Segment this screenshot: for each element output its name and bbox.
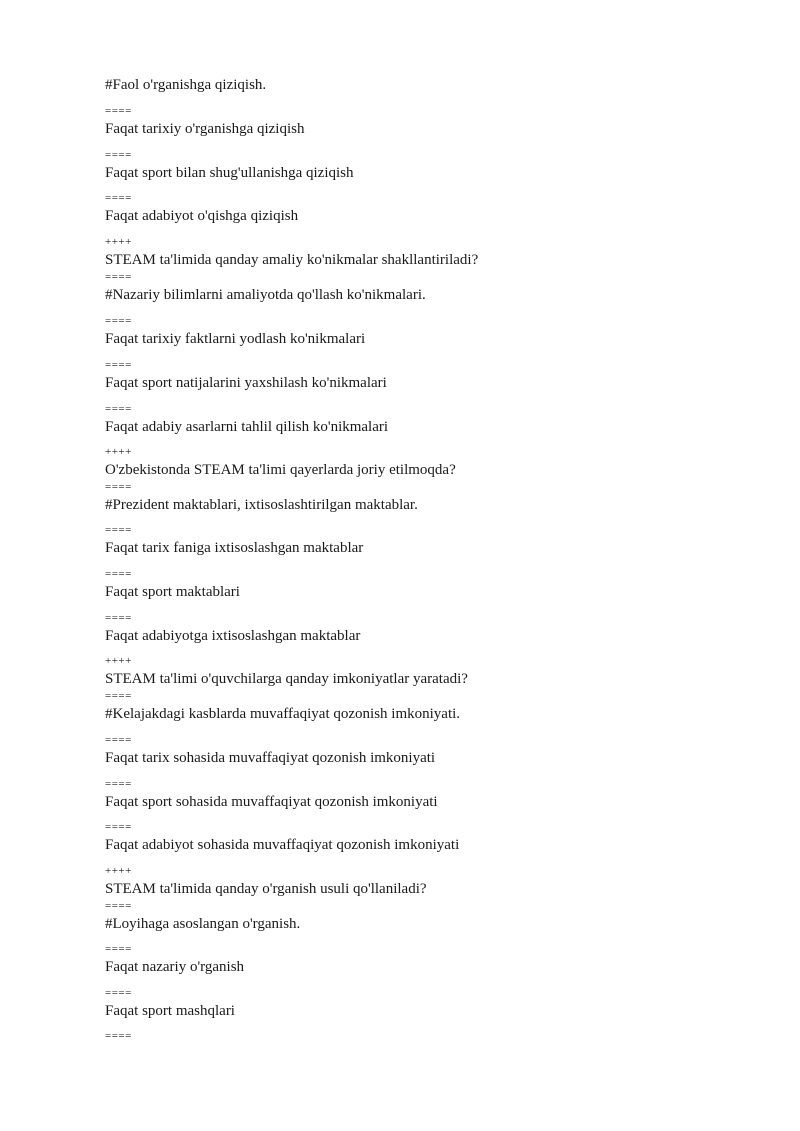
text-line: Faqat tarix faniga ixtisoslashgan maktablar [105, 540, 364, 556]
text-line: Faqat adabiyotga ixtisoslashgan maktablar [105, 628, 361, 644]
text-line: Faqat sport maktablari [105, 584, 240, 600]
separator-line: ==== [105, 1030, 132, 1042]
separator-line: ++++ [105, 236, 132, 248]
separator-line: ++++ [105, 655, 132, 667]
separator-line: ==== [105, 987, 132, 999]
separator-line: ++++ [105, 865, 132, 877]
separator-line: ==== [105, 943, 132, 955]
text-line: #Prezident maktablari, ixtisoslashtirilgan maktablar. [105, 497, 418, 513]
separator-line: ==== [105, 105, 132, 117]
text-line: Faqat nazariy o'rganish [105, 959, 245, 975]
separator-line: ==== [105, 690, 132, 702]
separator-line: ==== [105, 734, 132, 746]
separator-line: ++++ [105, 446, 132, 458]
text-line: #Faol o'rganishga qiziqish. [105, 77, 267, 93]
text-line: Faqat adabiyot sohasida muvaffaqiyat qozonish imkoniyati [105, 837, 460, 853]
text-line: Faqat tarix sohasida muvaffaqiyat qozonish imkoniyati [105, 750, 436, 766]
text-line: O'zbekistonda STEAM ta'limi qayerlarda joriy etilmoqda? [105, 462, 456, 478]
text-line: Faqat adabiy asarlarni tahlil qilish ko'nikmalari [105, 419, 389, 435]
text-line: Faqat tarixiy faktlarni yodlash ko'nikmalari [105, 331, 366, 347]
separator-line: ==== [105, 481, 132, 493]
text-line: Faqat tarixiy o'rganishga qiziqish [105, 121, 305, 137]
text-line: Faqat sport sohasida muvaffaqiyat qozonish imkoniyati [105, 794, 438, 810]
text-line: STEAM ta'limida qanday o'rganish usuli qo'llaniladi? [105, 881, 427, 897]
separator-line: ==== [105, 359, 132, 371]
separator-line: ==== [105, 900, 132, 912]
separator-line: ==== [105, 821, 132, 833]
text-line: #Loyihaga asoslangan o'rganish. [105, 916, 301, 932]
separator-line: ==== [105, 778, 132, 790]
separator-line: ==== [105, 149, 132, 161]
separator-line: ==== [105, 568, 132, 580]
text-line: Faqat adabiyot o'qishga qiziqish [105, 208, 299, 224]
text-line: Faqat sport natijalarini yaxshilash ko'nikmalari [105, 375, 387, 391]
text-line: #Nazariy bilimlarni amaliyotda qo'llash ko'nikmalari. [105, 287, 426, 303]
text-line: STEAM ta'limida qanday amaliy ko'nikmalar shakllantiriladi? [105, 252, 479, 268]
separator-line: ==== [105, 315, 132, 327]
text-line: #Kelajakdagi kasblarda muvaffaqiyat qozonish imkoniyati. [105, 706, 461, 722]
separator-line: ==== [105, 612, 132, 624]
separator-line: ==== [105, 524, 132, 536]
separator-line: ==== [105, 192, 132, 204]
text-line: Faqat sport mashqlari [105, 1003, 235, 1019]
text-line: STEAM ta'limi o'quvchilarga qanday imkoniyatlar yaratadi? [105, 671, 468, 687]
separator-line: ==== [105, 271, 132, 283]
separator-line: ==== [105, 403, 132, 415]
text-line: Faqat sport bilan shug'ullanishga qiziqish [105, 165, 354, 181]
